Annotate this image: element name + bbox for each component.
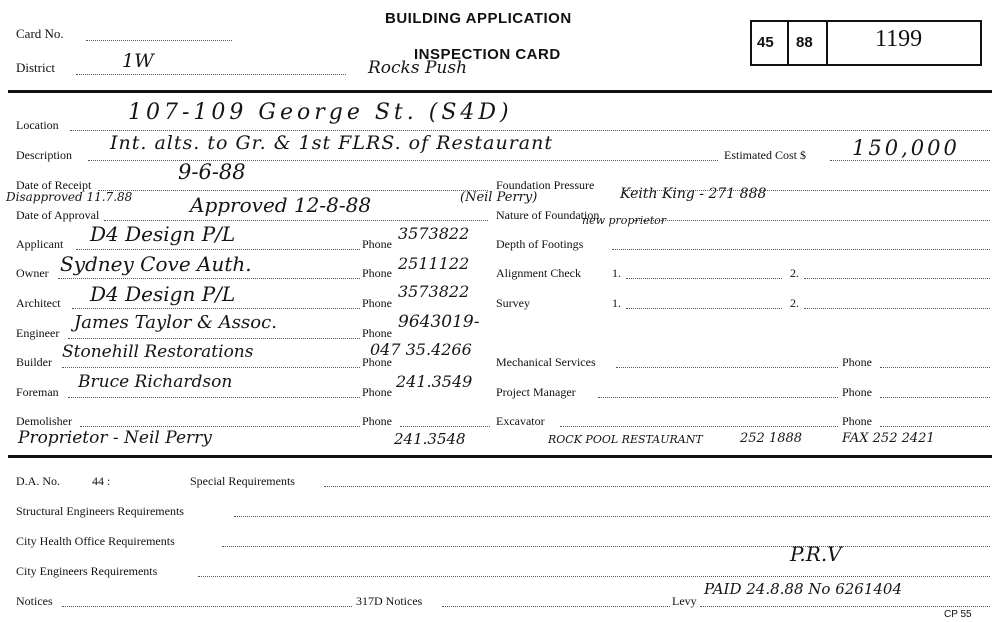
levy-value: PAID 24.8.88 No 6261404	[704, 580, 903, 598]
foundation-note-2: new proprietor	[582, 214, 667, 227]
district-line	[76, 74, 346, 75]
depth-footings-line	[612, 249, 990, 250]
notices-317d-line	[442, 606, 670, 607]
owner-phone: 2511122	[398, 254, 470, 273]
proprietor-note: Proprietor - Neil Perry	[18, 428, 212, 448]
restaurant-note: ROCK POOL RESTAURANT	[548, 433, 703, 446]
architect-line	[72, 308, 360, 309]
survey-label: Survey	[496, 296, 530, 310]
district-place: Rocks Push	[368, 58, 468, 78]
survey-line-1	[626, 308, 782, 309]
builder-phone-label: Phone	[362, 355, 392, 369]
foreman-line	[68, 397, 360, 398]
levy-line	[700, 606, 990, 607]
date-approval-label: Date of Approval	[16, 208, 100, 222]
city-eng-line	[198, 576, 990, 577]
engineer-label: Engineer	[16, 326, 60, 340]
foreman-phone-label: Phone	[362, 385, 392, 399]
da-label: D.A. No.	[16, 474, 60, 488]
box-b: 88	[796, 34, 813, 51]
builder-phone: 047 35.4266	[370, 340, 472, 359]
mechanical-phone-label: Phone	[842, 355, 872, 369]
owner-line	[58, 278, 360, 279]
proprietor-phone: 241.3548	[394, 430, 466, 448]
applicant-phone: 3573822	[398, 224, 470, 243]
card-title-2: INSPECTION CARD	[414, 46, 561, 63]
nature-foundation-line	[634, 220, 990, 221]
architect-label: Architect	[16, 296, 61, 310]
demolisher-line	[80, 426, 360, 427]
description-label: Description	[16, 148, 72, 162]
mechanical-phone-line	[880, 367, 990, 368]
card-title-1: BUILDING APPLICATION	[385, 10, 572, 27]
restaurant-phone: 252 1888	[740, 431, 803, 446]
foreman-label: Foreman	[16, 385, 59, 399]
date-approval-line	[104, 220, 488, 221]
city-eng-label: City Engineers Requirements	[16, 564, 158, 578]
location-line	[70, 130, 990, 131]
mechanical-line	[616, 367, 838, 368]
box-divider-1	[787, 20, 789, 64]
project-manager-phone-line	[880, 397, 990, 398]
owner-label: Owner	[16, 266, 49, 280]
mechanical-label: Mechanical Services	[496, 355, 596, 369]
box-a: 45	[757, 34, 774, 51]
project-manager-phone-label: Phone	[842, 385, 872, 399]
architect-value: D4 Design P/L	[90, 282, 236, 306]
engineer-phone: 9643019-	[398, 312, 480, 332]
applicant-line	[76, 249, 360, 250]
engineer-phone-label: Phone	[362, 326, 392, 340]
special-line	[324, 486, 990, 487]
depth-footings-label: Depth of Footings	[496, 237, 584, 251]
district-label: District	[16, 60, 55, 75]
date-receipt-line	[98, 190, 488, 191]
project-manager-line	[598, 397, 838, 398]
builder-line	[62, 367, 360, 368]
date-approval-value: Approved 12-8-88	[190, 193, 372, 217]
demolisher-phone-line	[400, 426, 490, 427]
foreman-value: Bruce Richardson	[78, 372, 233, 392]
special-label: Special Requirements	[190, 474, 295, 488]
health-label: City Health Office Requirements	[16, 534, 175, 548]
district-value: 1W	[122, 50, 154, 72]
card-number-box	[750, 20, 982, 66]
levy-label: Levy	[672, 594, 697, 608]
applicant-phone-label: Phone	[362, 237, 392, 251]
structural-line	[234, 516, 990, 517]
structural-label: Structural Engineers Requirements	[16, 504, 184, 518]
builder-value: Stonehill Restorations	[62, 342, 254, 362]
alignment-num-1: 1.	[612, 266, 621, 280]
da-value: 44 :	[92, 474, 111, 488]
survey-num-1: 1.	[612, 296, 621, 310]
estimated-cost-line	[830, 160, 990, 161]
demolisher-phone-label: Phone	[362, 414, 392, 428]
excavator-phone-label: Phone	[842, 414, 872, 428]
project-manager-label: Project Manager	[496, 385, 576, 399]
owner-value: Sydney Cove Auth.	[60, 252, 252, 276]
engineer-line	[68, 338, 360, 339]
box-divider-2	[826, 20, 828, 64]
nature-foundation-label: Nature of Foundation	[496, 208, 600, 222]
restaurant-fax: FAX 252 2421	[842, 431, 935, 446]
health-line	[222, 546, 990, 547]
alignment-line-2	[804, 278, 990, 279]
initials: P.R.V	[790, 542, 842, 566]
top-rule	[8, 90, 992, 93]
alignment-check-label: Alignment Check	[496, 266, 581, 280]
alignment-line-1	[626, 278, 782, 279]
excavator-label: Excavator	[496, 414, 545, 428]
card-no-label: Card No.	[16, 26, 64, 41]
card-no-line	[86, 40, 232, 41]
description-value: Int. alts. to Gr. & 1st FLRS. of Restaurant	[110, 132, 553, 154]
notices-317d-label: 317D Notices	[356, 594, 423, 608]
date-receipt-value: 9-6-88	[178, 160, 246, 184]
applicant-value: D4 Design P/L	[90, 222, 236, 246]
notices-line	[62, 606, 352, 607]
engineer-value: James Taylor & Assoc.	[74, 312, 277, 333]
form-code: CP 55	[944, 609, 972, 620]
foundation-note: Keith King - 271 888	[620, 186, 767, 202]
demolisher-label: Demolisher	[16, 414, 72, 428]
applicant-label: Applicant	[16, 237, 64, 251]
notices-label: Notices	[16, 594, 53, 608]
architect-phone: 3573822	[398, 282, 470, 301]
excavator-phone-line	[880, 426, 990, 427]
location-value: 107-109 George St. (S4D)	[128, 100, 513, 125]
card-number: 1199	[875, 26, 923, 52]
builder-label: Builder	[16, 355, 52, 369]
foundation-pressure-label: Foundation Pressure	[496, 178, 595, 192]
disapproved-note: Disapproved 11.7.88	[6, 190, 133, 204]
estimated-cost-label: Estimated Cost $	[724, 148, 806, 162]
architect-phone-label: Phone	[362, 296, 392, 310]
approval-note: (Neil Perry)	[460, 190, 538, 205]
owner-phone-label: Phone	[362, 266, 392, 280]
date-receipt-label: Date of Receipt	[16, 178, 92, 192]
survey-num-2: 2.	[790, 296, 799, 310]
alignment-num-2: 2.	[790, 266, 799, 280]
estimated-cost-value: 150,000	[852, 136, 960, 160]
foreman-phone: 241.3549	[396, 372, 473, 391]
middle-rule	[8, 455, 992, 458]
location-label: Location	[16, 118, 59, 132]
survey-line-2	[804, 308, 990, 309]
excavator-line	[560, 426, 838, 427]
